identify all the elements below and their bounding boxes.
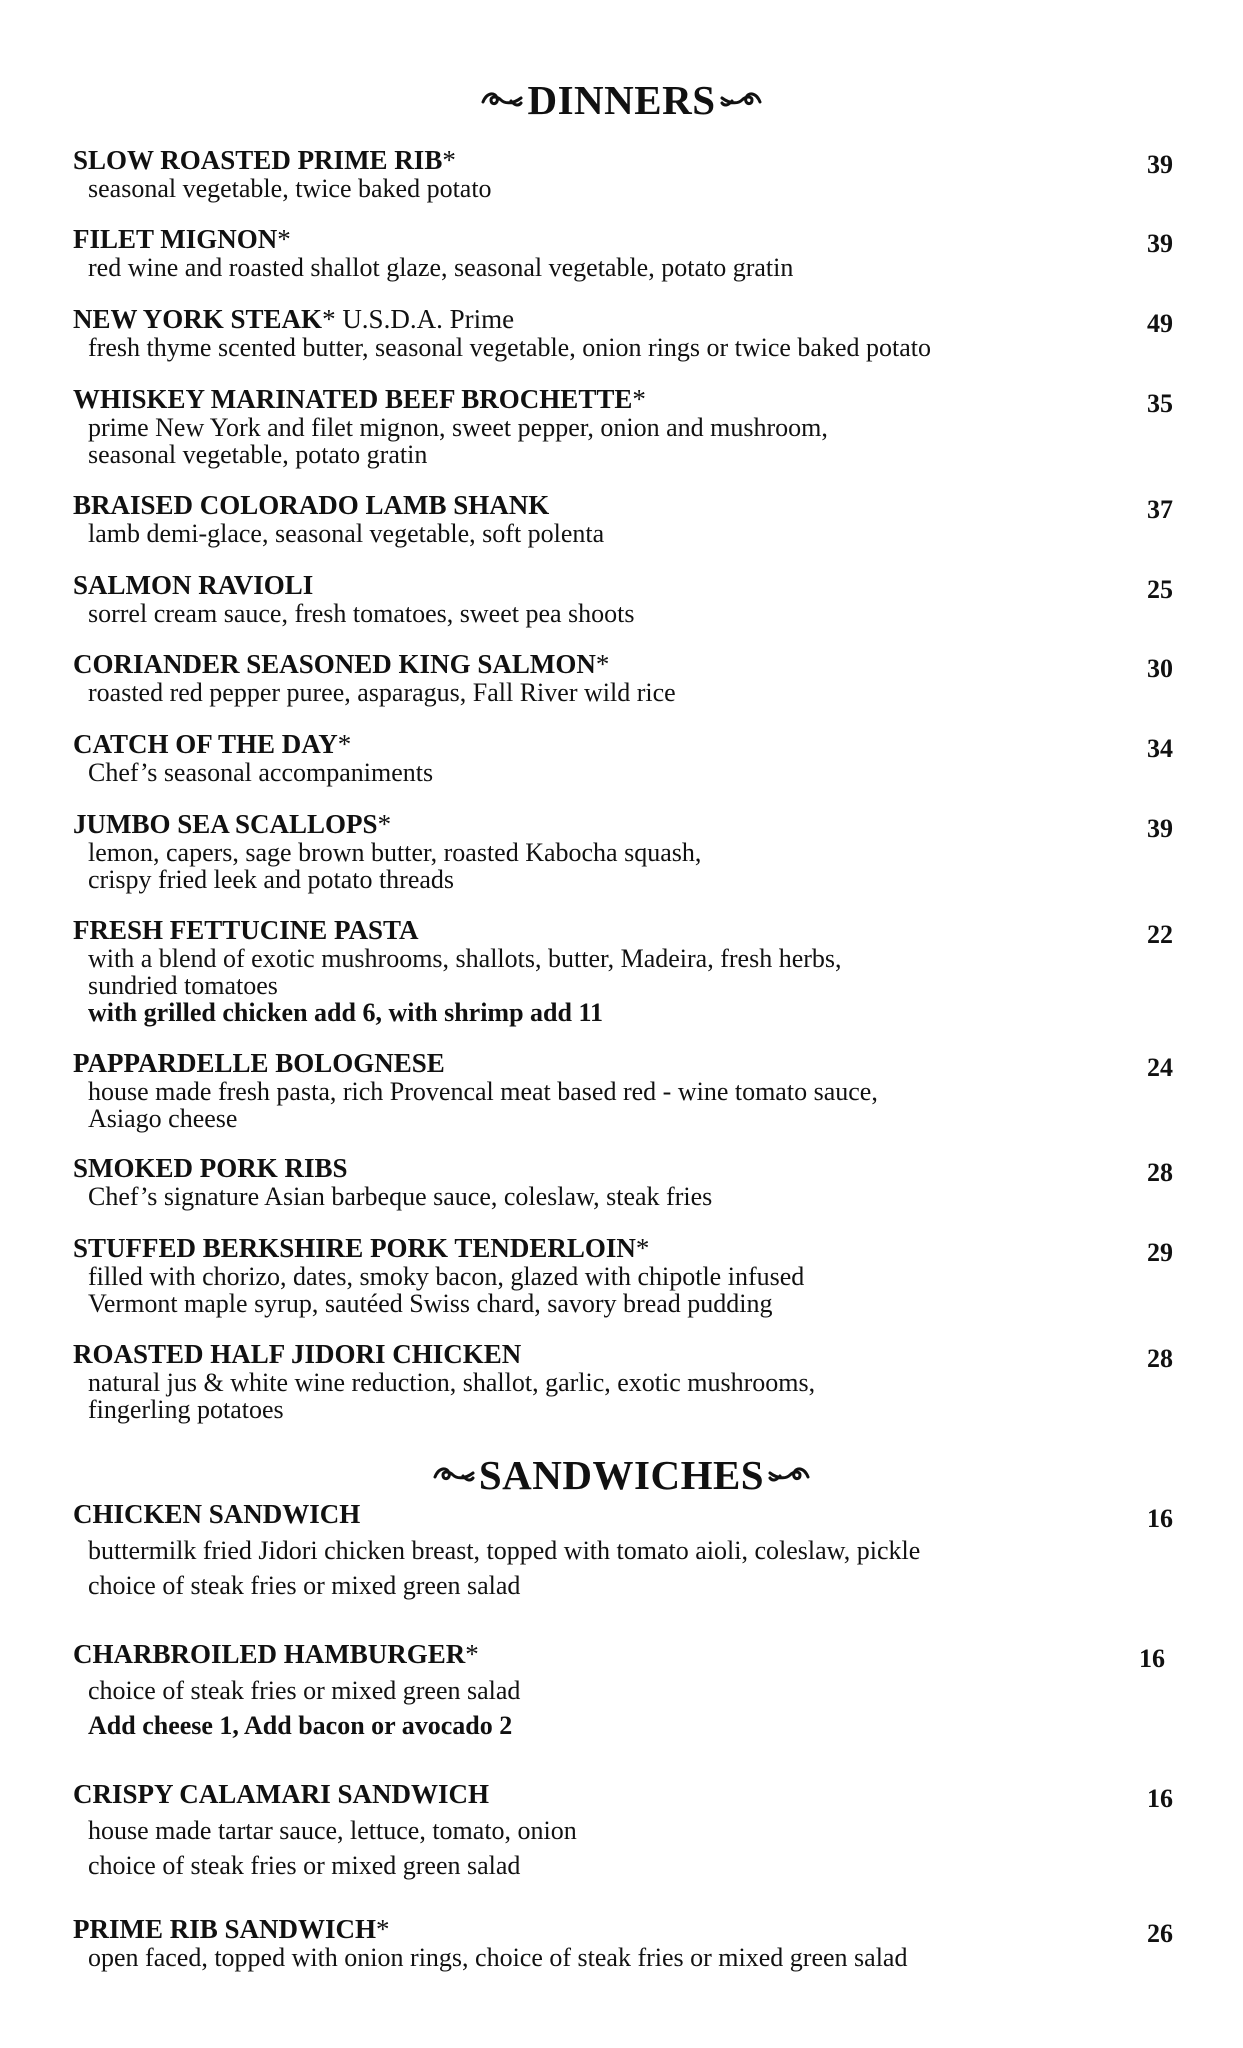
- item-price: 39: [1147, 814, 1173, 843]
- menu-item: [73, 225, 1173, 281]
- item-description: fresh thyme scented butter, seasonal vegetable, onion rings or twice baked potato: [88, 333, 931, 362]
- item-description: open faced, topped with onion rings, choice of steak fries or mixed green salad: [88, 1943, 908, 1972]
- dinners-title: DINNERS: [527, 77, 716, 123]
- item-name: NEW YORK STEAK* U.S.D.A. Prime: [73, 304, 515, 334]
- ornament-left-icon: [433, 1452, 475, 1500]
- item-name: BRAISED COLORADO LAMB SHANK: [73, 490, 550, 520]
- item-description: lamb demi-glace, seasonal vegetable, soft polenta: [88, 519, 605, 548]
- item-name: WHISKEY MARINATED BEEF BROCHETTE*: [73, 384, 646, 414]
- item-price: 34: [1147, 734, 1173, 763]
- menu-item: [73, 650, 1173, 706]
- menu-item: [73, 1915, 1173, 1971]
- item-price: 37: [1147, 495, 1173, 524]
- item-description: lemon, capers, sage brown butter, roasted Kabocha squash,: [88, 838, 702, 867]
- item-name: PRIME RIB SANDWICH*: [73, 1914, 390, 1944]
- menu-item: [73, 916, 1173, 1026]
- item-price: 22: [1147, 920, 1173, 949]
- item-add-on-note: with grilled chicken add 6, with shrimp add 11: [88, 998, 604, 1027]
- item-description: filled with chorizo, dates, smoky bacon, glazed with chipotle infused: [88, 1262, 805, 1291]
- item-name: CORIANDER SEASONED KING SALMON*: [73, 649, 610, 679]
- menu-item: [73, 1500, 1173, 1603]
- item-description: red wine and roasted shallot glaze, seasonal vegetable, potato gratin: [88, 253, 794, 282]
- item-price: 16: [1147, 1784, 1173, 1813]
- item-description: Chef’s signature Asian barbeque sauce, coleslaw, steak fries: [88, 1182, 713, 1211]
- item-price: 16: [1139, 1644, 1165, 1673]
- item-description: seasonal vegetable, potato gratin: [88, 440, 428, 469]
- item-description: sorrel cream sauce, fresh tomatoes, sweet pea shoots: [88, 599, 635, 628]
- item-name: CHARBROILED HAMBURGER*: [73, 1639, 479, 1669]
- item-price: 39: [1147, 150, 1173, 179]
- item-description: Chef’s seasonal accompaniments: [88, 758, 434, 787]
- item-description: buttermilk fried Jidori chicken breast, topped with tomato aioli, coleslaw, pickle: [88, 1536, 921, 1565]
- item-description: with a blend of exotic mushrooms, shallots, butter, Madeira, fresh herbs,: [88, 944, 842, 973]
- sandwiches-heading: [0, 1451, 1243, 1504]
- item-description: prime New York and filet mignon, sweet pepper, onion and mushroom,: [88, 413, 828, 442]
- menu-item: [73, 305, 1173, 361]
- menu-item: [73, 571, 1173, 627]
- item-name: SLOW ROASTED PRIME RIB*: [73, 145, 456, 175]
- item-price: 28: [1147, 1344, 1173, 1373]
- ornament-right-icon: [720, 77, 762, 125]
- item-description: sundried tomatoes: [88, 971, 278, 1000]
- item-name: JUMBO SEA SCALLOPS*: [73, 809, 392, 839]
- item-price: 39: [1147, 229, 1173, 258]
- sandwiches-title: SANDWICHES: [478, 1452, 765, 1498]
- item-description: choice of steak fries or mixed green salad: [88, 1676, 521, 1705]
- item-price: 29: [1147, 1238, 1173, 1267]
- item-price: 16: [1147, 1504, 1173, 1533]
- dinners-heading: [0, 76, 1243, 129]
- item-name: SMOKED PORK RIBS: [73, 1153, 348, 1183]
- menu-item: [73, 1780, 1173, 1883]
- item-description: house made fresh pasta, rich Provencal meat based red - wine tomato sauce,: [88, 1077, 878, 1106]
- menu-item: [73, 1640, 1173, 1743]
- item-name: ROASTED HALF JIDORI CHICKEN: [73, 1339, 522, 1369]
- item-name: SALMON RAVIOLI: [73, 570, 314, 600]
- item-description: roasted red pepper puree, asparagus, Fall River wild rice: [88, 678, 676, 707]
- menu-item: [73, 1340, 1173, 1423]
- item-price: 49: [1147, 309, 1173, 338]
- item-description: Vermont maple syrup, sautéed Swiss chard, savory bread pudding: [88, 1289, 773, 1318]
- item-description: fingerling potatoes: [88, 1395, 284, 1424]
- item-name: STUFFED BERKSHIRE PORK TENDERLOIN*: [73, 1233, 650, 1263]
- item-price: 35: [1147, 389, 1173, 418]
- item-description: choice of steak fries or mixed green salad: [88, 1851, 521, 1880]
- menu-item: [73, 1154, 1173, 1210]
- ornament-right-icon: [768, 1452, 810, 1500]
- item-name: FILET MIGNON*: [73, 224, 291, 254]
- menu-item: [73, 1049, 1173, 1132]
- item-price: 28: [1147, 1158, 1173, 1187]
- item-description: house made tartar sauce, lettuce, tomato, onion: [88, 1816, 577, 1845]
- item-price: 26: [1147, 1919, 1173, 1948]
- item-price: 25: [1147, 575, 1173, 604]
- item-description: Asiago cheese: [88, 1104, 238, 1133]
- menu-item: [73, 730, 1173, 786]
- item-name: CATCH OF THE DAY*: [73, 729, 352, 759]
- item-name: CRISPY CALAMARI SANDWICH: [73, 1779, 490, 1809]
- item-price: 30: [1147, 654, 1173, 683]
- menu-item: [73, 146, 1173, 202]
- item-price: 24: [1147, 1053, 1173, 1082]
- item-description: choice of steak fries or mixed green salad: [88, 1571, 521, 1600]
- menu-item: [73, 491, 1173, 547]
- menu-item: [73, 1234, 1173, 1317]
- item-description: seasonal vegetable, twice baked potato: [88, 174, 492, 203]
- item-description: natural jus & white wine reduction, shallot, garlic, exotic mushrooms,: [88, 1368, 816, 1397]
- menu-item: [73, 810, 1173, 893]
- item-name: FRESH FETTUCINE PASTA: [73, 915, 419, 945]
- item-add-on-note: Add cheese 1, Add bacon or avocado 2: [88, 1711, 513, 1740]
- item-name: CHICKEN SANDWICH: [73, 1499, 361, 1529]
- item-name: PAPPARDELLE BOLOGNESE: [73, 1048, 445, 1078]
- menu-item: [73, 385, 1173, 468]
- item-description: crispy fried leek and potato threads: [88, 865, 455, 894]
- ornament-left-icon: [481, 77, 523, 125]
